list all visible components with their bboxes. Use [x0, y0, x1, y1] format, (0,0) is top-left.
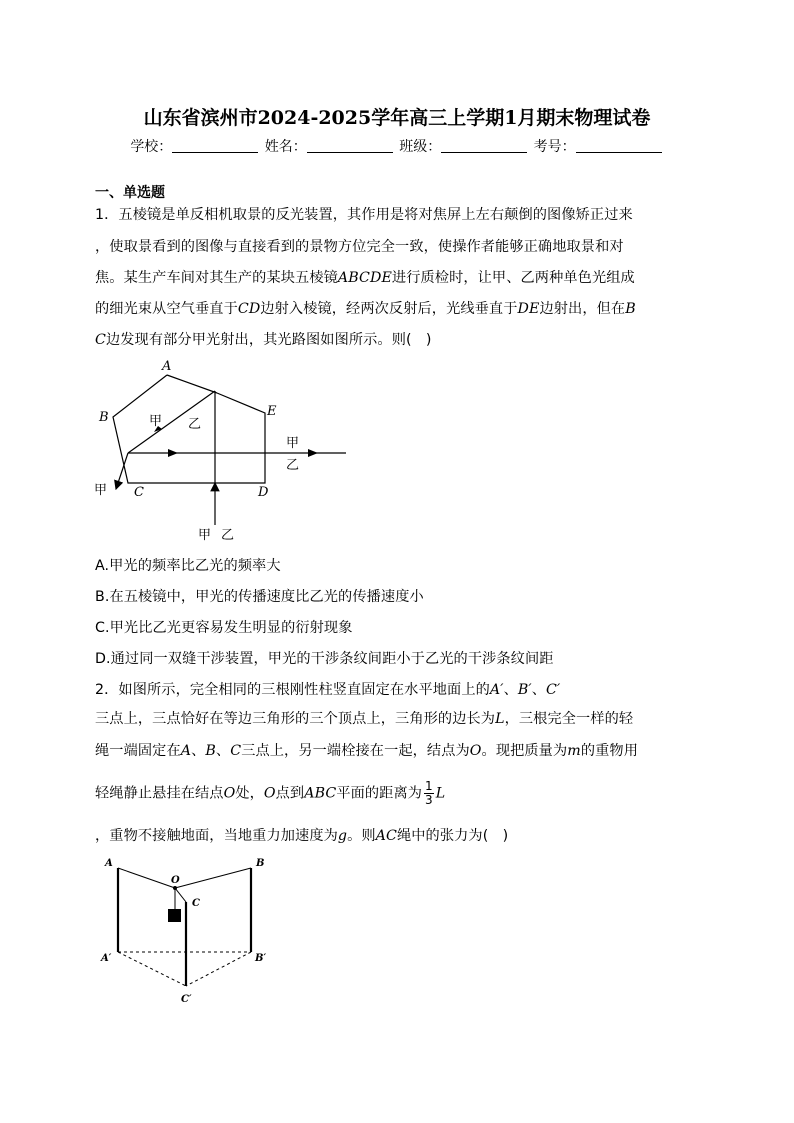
svg-text:C: C: [192, 898, 200, 909]
class-blank: [441, 138, 527, 153]
rope-bo: [175, 868, 251, 888]
svg-text:甲: 甲: [286, 436, 300, 451]
svg-text:A′: A′: [101, 953, 112, 964]
name-label: 姓名：: [264, 139, 307, 155]
svg-text:甲: 甲: [149, 414, 163, 429]
svg-text:乙: 乙: [286, 458, 300, 473]
school-blank: [172, 138, 258, 153]
q1-line1: 1．五棱镜是单反相机取景的反光装置，其作用是将对焦屏上左右颠倒的图像矫正过来: [95, 207, 633, 223]
q2-line3: 绳一端固定在A、B、C三点上，另一端栓接在一起，结点为O。现把质量为m的重物用: [95, 743, 638, 759]
svg-text:B′: B′: [255, 953, 267, 964]
id-label: 考号：: [533, 139, 576, 155]
svg-text:乙: 乙: [221, 528, 235, 543]
svg-text:A: A: [105, 858, 113, 869]
rope-ao: [118, 868, 175, 888]
rope-co: [175, 888, 186, 902]
q1-option-a: A.甲光的频率比乙光的频率大: [95, 558, 281, 574]
svg-text:A: A: [162, 359, 172, 374]
reflected-ray: [128, 391, 215, 453]
q1-option-b: B.在五棱镜中，甲光的传播速度比乙光的传播速度小: [95, 589, 424, 605]
svg-text:B: B: [256, 858, 265, 869]
student-info-row: [0, 136, 794, 156]
q1-line2: ，使取景看到的图像与直接看到的景物方位完全一致，使操作者能够正确地取景和对: [95, 239, 624, 255]
svg-text:E: E: [267, 404, 277, 419]
q1-option-d: D.通过同一双缝干涉装置，甲光的干涉条纹间距小于乙光的干涉条纹间距: [95, 651, 554, 667]
school-label: 学校：: [130, 139, 173, 155]
q2-line1: 2．如图所示，完全相同的三根刚性柱竖直固定在水平地面上的A′、B′、C′: [95, 682, 561, 698]
svg-text:C: C: [134, 485, 144, 500]
q1-line4: 的细光束从空气垂直于CD边射入棱镜，经两次反射后，光线垂直于DE边射出，但在B: [95, 301, 636, 317]
svg-text:O: O: [171, 875, 180, 886]
name-blank: [307, 138, 393, 153]
fraction-one-third: $\frac{1}{3}$: [425, 779, 433, 807]
q1-option-c: C.甲光比乙光更容易发生明显的衍射现象: [95, 620, 353, 636]
q2-line5: ，重物不接触地面，当地重力加速度为g。则AC绳中的张力为( ): [95, 828, 509, 844]
q1-prism-figure: [90, 355, 360, 545]
q1-line3: 焦。某生产车间对其生产的某块五棱镜ABCDE进行质检时，让甲、乙两种单色光组成: [95, 270, 635, 286]
q1-line5: C边发现有部分甲光射出，其光路图如图所示。则( ): [95, 332, 432, 348]
id-blank: [576, 138, 662, 153]
q2-pillars-figure: [98, 852, 278, 1012]
svg-text:甲: 甲: [198, 528, 212, 543]
svg-text:C′: C′: [181, 994, 192, 1005]
svg-text:B: B: [99, 410, 109, 425]
q2-line4: 轻绳静止悬挂在结点O处，O点到ABC平面的距离为 $\frac{1}{3}$ L: [95, 779, 446, 807]
svg-text:D: D: [258, 485, 269, 500]
svg-text:甲: 甲: [94, 483, 108, 498]
svg-text:乙: 乙: [188, 417, 202, 432]
page-title: 山东省滨州市2024-2025学年高三上学期1月期末物理试卷: [143, 107, 651, 129]
weight: [168, 909, 181, 922]
q2-line2: 三点上，三点恰好在等边三角形的三个顶点上，三角形的边长为L，三根完全一样的轻: [95, 711, 634, 727]
section-title: 一、单选题: [95, 185, 165, 201]
class-label: 班级：: [399, 139, 442, 155]
